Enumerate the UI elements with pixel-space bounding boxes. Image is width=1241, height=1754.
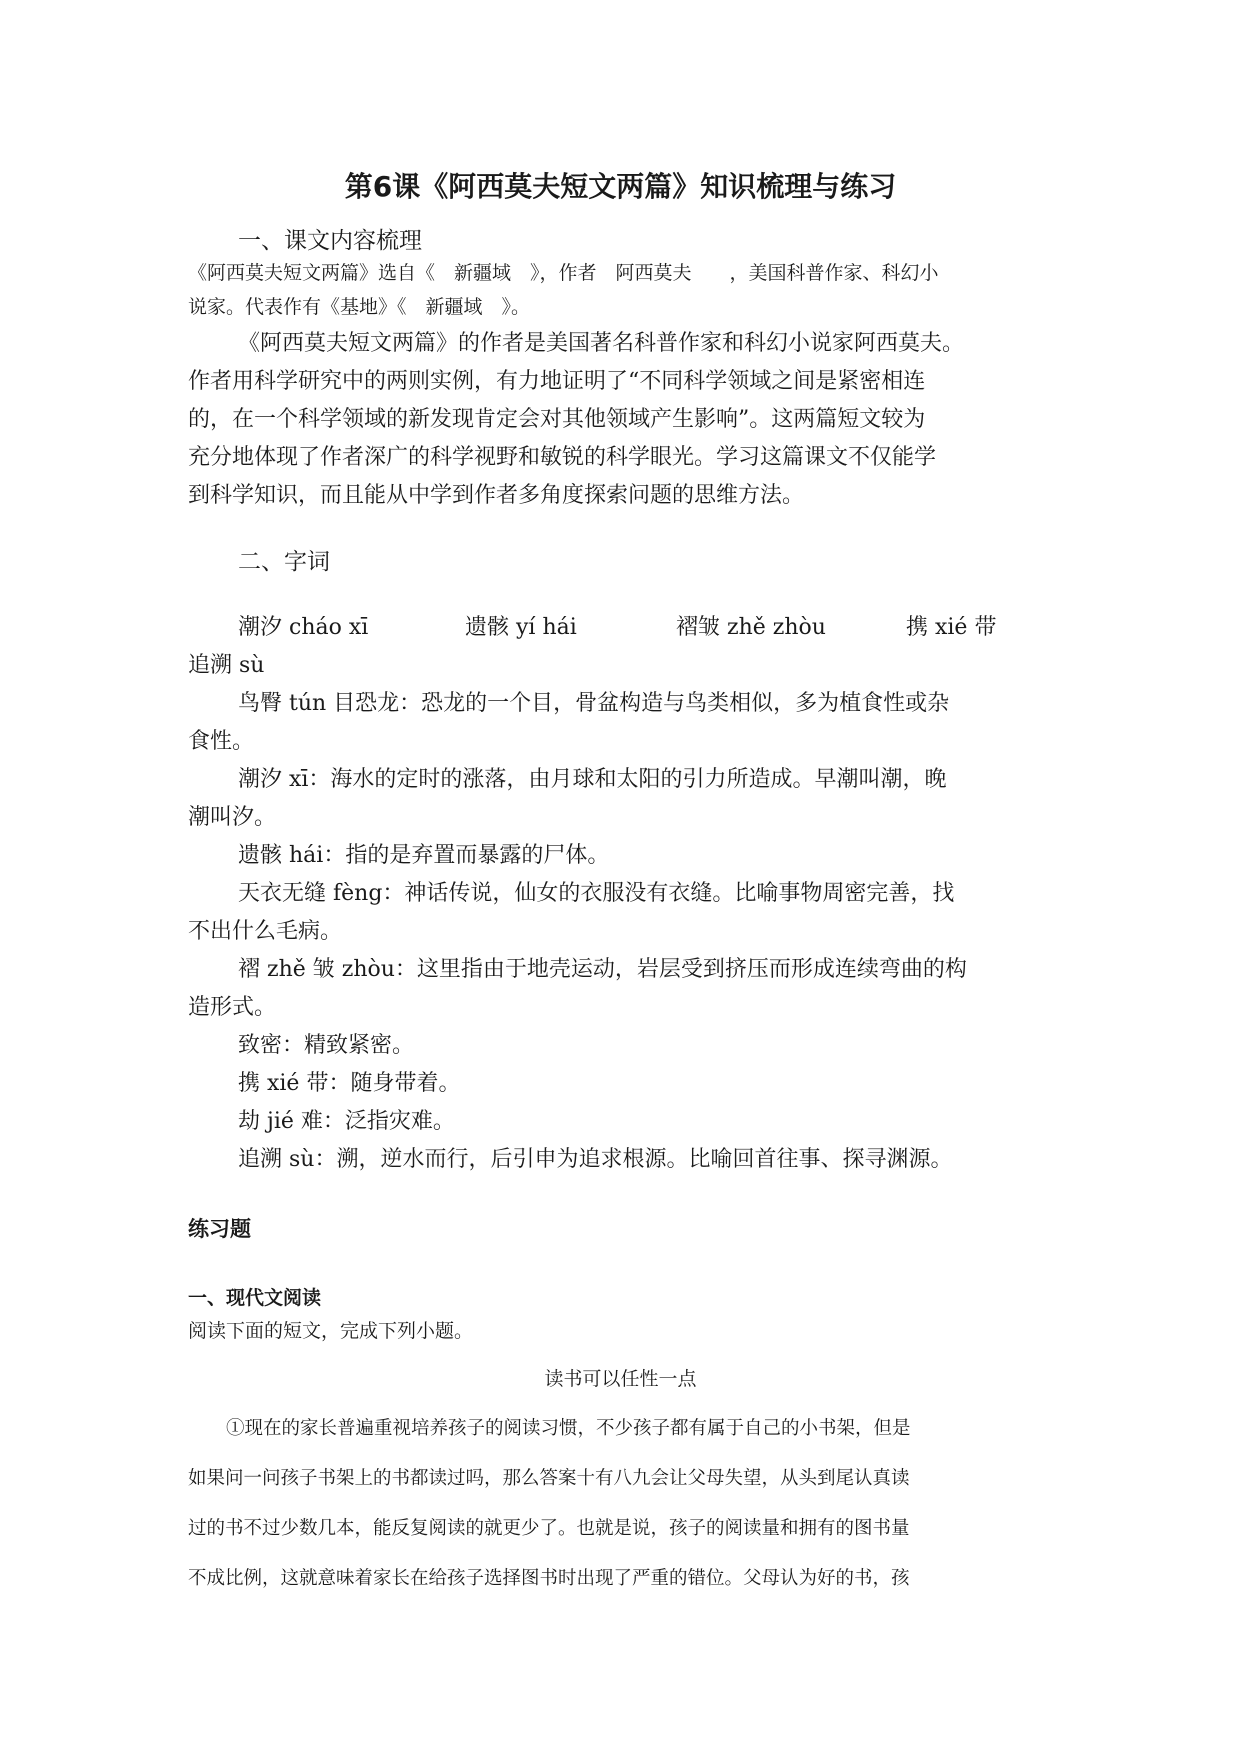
fill-in-line-2: 说家。代表作有《基地》《 新疆域 》。 [188,296,531,318]
fill-in-line-1: 《阿西莫夫短文两篇》选自《 新疆域 》，作者 阿西莫夫 ，美国科普作家、科幻小 [188,262,939,284]
definition-line: 造形式。 [188,995,277,1020]
passage-line: 不成比例，这就意味着家长在给孩子选择图书时出现了严重的错位。父母认为好的书，孩 [188,1568,910,1589]
passage-line: 如果问一问孩子书架上的书都读过吗，那么答案十有八九会让父母失望，从头到尾认真读 [188,1468,910,1489]
passage-title: 读书可以任性一点 [544,1368,697,1390]
vocab-row-2: 追溯 sù [188,653,265,678]
exercises-heading: 练习题 [188,1217,251,1241]
definition-line: 致密：精致紧密。 [238,1033,415,1058]
section-heading-content-review: 一、课文内容梳理 [238,228,422,254]
vocab-item: 褶皱 zhě zhòu [676,615,826,640]
vocab-item: 遗骸 yí hái [465,615,577,640]
passage-line: 过的书不过少数几本，能反复阅读的就更少了。也就是说，孩子的阅读量和拥有的图书量 [188,1518,910,1539]
summary-line-2: 作者用科学研究中的两则实例，有力地证明了“不同科学领域之间是紧密相连 [188,369,926,394]
definition-line: 潮汐 xī：海水的定时的涨落，由月球和太阳的引力所造成。早潮叫潮，晚 [238,767,947,792]
definition-line: 鸟臀 tún 目恐龙：恐龙的一个目，骨盆构造与鸟类相似，多为植食性或杂 [238,691,950,716]
vocab-item: 携 xié 带 [906,615,997,640]
definition-line: 食性。 [188,729,255,754]
definition-line: 不出什么毛病。 [188,919,343,944]
page-title: 第6课《阿西莫夫短文两篇》知识梳理与练习 [344,170,897,203]
definition-line: 潮叫汐。 [188,805,277,830]
summary-line-4: 充分地体现了作者深广的科学视野和敏锐的科学眼光。学习这篇课文不仅能学 [188,445,937,470]
summary-line-3: 的，在一个科学领域的新发现肯定会对其他领域产生影响”。这两篇短文较为 [188,407,926,432]
definition-line: 劫 jié 难：泛指灾难。 [238,1109,455,1134]
definition-line: 携 xié 带：随身带着。 [238,1071,461,1096]
definition-line: 追溯 sù：溯，逆水而行，后引申为追求根源。比喻回首往事、探寻渊源。 [238,1147,953,1172]
definition-line: 遗骸 hái：指的是弃置而暴露的尸体。 [238,843,610,868]
summary-line-1: 《阿西莫夫短文两篇》的作者是美国著名科普作家和科幻小说家阿西莫夫。 [238,331,965,356]
definition-line: 褶 zhě 皱 zhòu：这里指由于地壳运动，岩层受到挤压而形成连续弯曲的构 [238,957,967,982]
definition-line: 天衣无缝 fèng：神话传说，仙女的衣服没有衣缝。比喻事物周密完善，找 [238,881,955,906]
section-heading-vocabulary: 二、字词 [238,549,330,575]
vocab-item: 潮汐 cháo xī [238,615,369,640]
vocab-row [188,610,1053,640]
summary-line-5: 到科学知识，而且能从中学到作者多角度探索问题的思维方法。 [188,483,805,508]
reading-section-heading: 一、现代文阅读 [188,1287,322,1309]
passage-line: ①现在的家长普遍重视培养孩子的阅读习惯，不少孩子都有属于自己的小书架，但是 [226,1418,911,1439]
reading-instruction: 阅读下面的短文，完成下列小题。 [188,1320,474,1342]
